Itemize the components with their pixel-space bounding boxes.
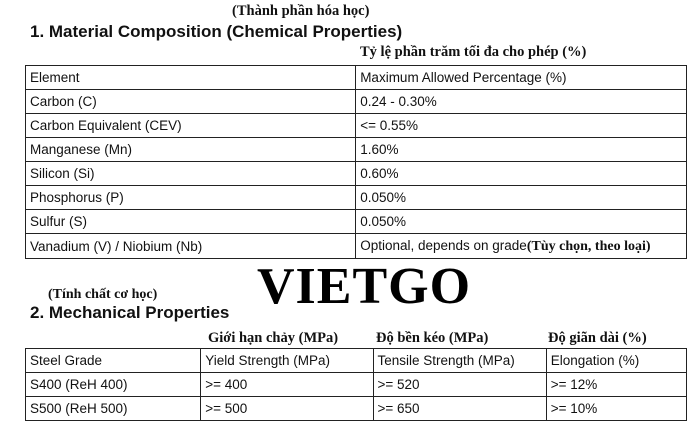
header-max-percentage: Maximum Allowed Percentage (%) xyxy=(356,66,687,90)
table-row xyxy=(26,234,687,259)
mechanical-table xyxy=(25,348,687,421)
tensile-vn-note: Độ bền kéo (MPa) xyxy=(376,330,489,346)
elongation-cell: >= 10% xyxy=(546,397,686,421)
grade-cell: S500 (ReH 500) xyxy=(26,397,201,421)
table-row xyxy=(26,373,687,397)
percentage-cell: <= 0.55% xyxy=(356,114,687,138)
header-tensile-strength: Tensile Strength (MPa) xyxy=(373,349,546,373)
table-row xyxy=(26,186,687,210)
header-element: Element xyxy=(26,66,356,90)
percentage-cell: 0.050% xyxy=(356,186,687,210)
header-elongation: Elongation (%) xyxy=(546,349,686,373)
yield-cell: >= 400 xyxy=(201,373,373,397)
header-yield-strength: Yield Strength (MPa) xyxy=(201,349,373,373)
composition-title: 1. Material Composition (Chemical Properties) xyxy=(30,22,403,41)
composition-vn-column-note: Tỷ lệ phần trăm tối đa cho phép (%) xyxy=(360,44,587,60)
tensile-cell: >= 650 xyxy=(373,397,546,421)
grade-cell: S400 (ReH 400) xyxy=(26,373,201,397)
percentage-cell xyxy=(356,234,687,259)
element-cell: Silicon (Si) xyxy=(26,162,356,186)
table-row xyxy=(26,210,687,234)
percentage-text: Optional, depends on grade xyxy=(360,238,527,253)
percentage-cell: 0.24 - 0.30% xyxy=(356,90,687,114)
mechanical-title: 2. Mechanical Properties xyxy=(30,303,230,322)
vanadium-vn-note: (Tùy chọn, theo loại) xyxy=(526,239,651,254)
percentage-cell: 0.050% xyxy=(356,210,687,234)
element-cell: Manganese (Mn) xyxy=(26,138,356,162)
element-cell: Carbon (C) xyxy=(26,90,356,114)
percentage-cell: 1.60% xyxy=(356,138,687,162)
elongation-vn-note: Độ giãn dài (%) xyxy=(548,330,647,346)
elongation-cell: >= 12% xyxy=(546,373,686,397)
element-cell: Phosphorus (P) xyxy=(26,186,356,210)
composition-table xyxy=(25,65,687,259)
table-header-row xyxy=(26,349,687,373)
vietgo-watermark: VIETGO xyxy=(257,258,472,315)
composition-vn-title: (Thành phần hóa học) xyxy=(232,3,370,19)
percentage-cell: 0.60% xyxy=(356,162,687,186)
table-row xyxy=(26,114,687,138)
element-cell: Vanadium (V) / Niobium (Nb) xyxy=(26,234,356,259)
element-cell: Carbon Equivalent (CEV) xyxy=(26,114,356,138)
table-row xyxy=(26,90,687,114)
yield-vn-note: Giới hạn chảy (MPa) xyxy=(208,330,339,346)
element-cell: Sulfur (S) xyxy=(26,210,356,234)
table-row xyxy=(26,397,687,421)
table-row xyxy=(26,138,687,162)
mechanical-vn-title: (Tính chất cơ học) xyxy=(48,287,158,302)
header-steel-grade: Steel Grade xyxy=(26,349,201,373)
table-row xyxy=(26,162,687,186)
table-header-row xyxy=(26,66,687,90)
tensile-cell: >= 520 xyxy=(373,373,546,397)
yield-cell: >= 500 xyxy=(201,397,373,421)
